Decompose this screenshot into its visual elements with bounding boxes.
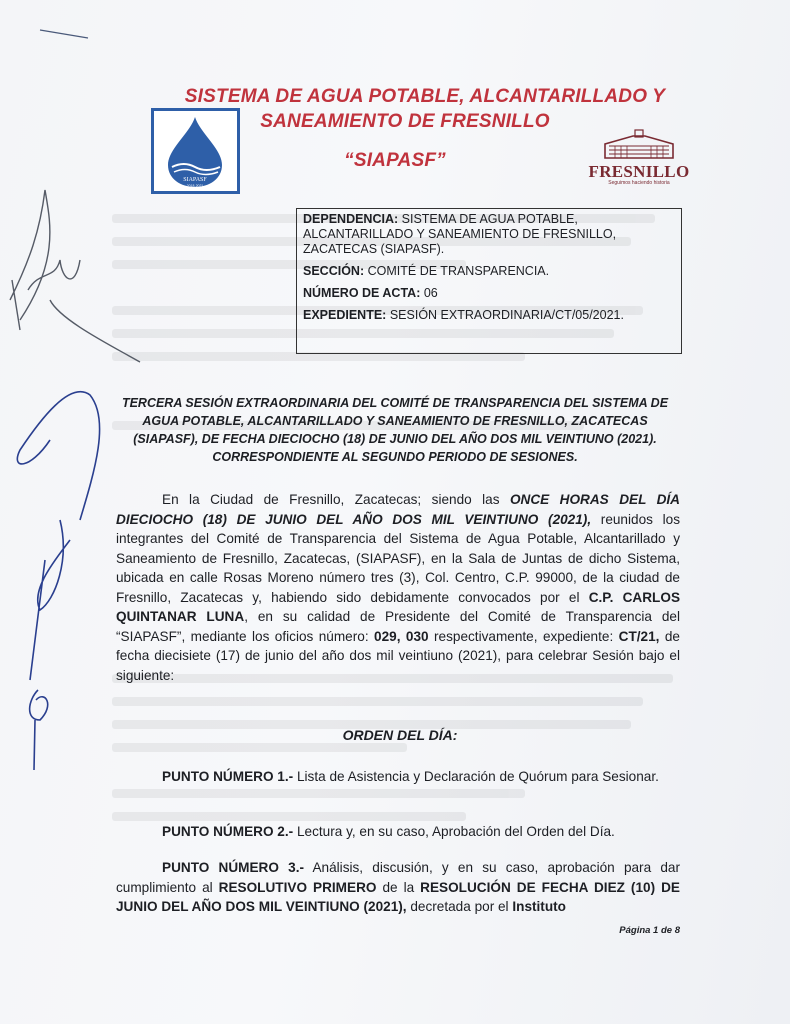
acta-row: [303, 286, 675, 301]
punto-1: [116, 767, 680, 787]
punto-2-text: Lectura y, en su caso, Aprobación del Orden del Día.: [293, 824, 615, 839]
expediente-row: [303, 308, 675, 323]
punto-3-label: PUNTO NÚMERO 3.-: [162, 860, 305, 875]
punto-3-text-2: de la: [376, 879, 421, 895]
fresnillo-logo-name: FRESNILLO: [588, 162, 690, 181]
expediente-value: SESIÓN EXTRAORDINARIA/CT/05/2021.: [389, 308, 624, 322]
seccion-label: SECCIÓN:: [303, 264, 365, 278]
punto-1-text: Lista de Asistencia y Declaración de Quórum para Sesionar.: [293, 769, 659, 784]
punto-1-label: PUNTO NÚMERO 1.-: [162, 769, 294, 784]
punto-3-bold-3: Instituto: [512, 899, 566, 914]
dependencia-label: DEPENDENCIA:: [303, 212, 399, 226]
expediente-label: EXPEDIENTE:: [303, 308, 387, 322]
punto-3-bold-2: RESOLUCIÓN DE FECHA DIEZ (10) DE JUNIO DEL AÑO DOS MIL VEINTIUNO (2021),: [116, 879, 680, 914]
punto-3-bold-1: RESOLUTIVO PRIMERO: [218, 879, 377, 895]
siapasf-logo-text: SIAPASF: [183, 177, 207, 183]
page-number: Página 1 de 8: [619, 925, 680, 936]
header-line-2: SANEAMIENTO DE FRESNILLO: [260, 111, 550, 132]
document-info-box: [296, 208, 682, 354]
dependencia-row: [303, 212, 675, 257]
punto-3-text-1: Análisis, discusión, y en su caso, aprobación para dar cumplimiento al: [116, 860, 680, 895]
pen-mark: [40, 30, 88, 38]
punto-2: [116, 822, 680, 842]
punto-3: [116, 858, 680, 917]
para1-bold-date: ONCE HORAS DEL DÍA DIECIOCHO (18) DE JUNIO DEL AÑO DOS MIL VEINTIUNO (2021),: [116, 492, 680, 527]
header-acronym: “SIAPASF”: [344, 150, 446, 171]
dependencia-value: SISTEMA DE AGUA POTABLE, ALCANTARILLADO Y SANEAMIENTO DE FRESNILLO, ZACATECAS (SIAPASF).: [303, 212, 617, 256]
fresnillo-logo: [585, 128, 693, 188]
siapasf-logo: [151, 108, 240, 194]
para1-text-5: de fecha diecisiete (17) de junio del año dos mil veintiuno (2021), para celebrar Sesión bajo el siguiente:: [116, 628, 680, 683]
opening-paragraph: [116, 490, 680, 685]
para1-bold-name: C.P. CARLOS QUINTANAR LUNA: [116, 589, 681, 624]
building-icon: [585, 128, 693, 162]
para1-bold-oficios: 029, 030: [374, 628, 429, 644]
para1-text-4: respectivamente, expediente:: [428, 628, 619, 644]
orden-del-dia-heading: ORDEN DEL DÍA:: [342, 727, 458, 743]
session-title: TERCERA SESIÓN EXTRAORDINARIA DEL COMITÉ DE TRANSPARENCIA DEL SISTEMA DE AGUA POTABLE, ALCANTARILLADO Y SANEAMIENTO DE FRESNILLO, ZACATECAS (SIAPASF), DE FECHA DIECIOCHO (18) DE JUNIO DEL AÑO DOS MIL VEINTIUNO (2021). CORRESPONDIENTE AL SEGUNDO PERIODO DE SESIONES.: [121, 396, 669, 464]
header-line-1: SISTEMA DE AGUA POTABLE, ALCANTARILLADO Y: [184, 86, 666, 107]
para1-bold-expediente: CT/21,: [618, 628, 660, 644]
signature-black: [10, 190, 140, 362]
seccion-value: COMITÉ DE TRANSPARENCIA.: [367, 264, 550, 278]
siapasf-logo-years: 2018-2021: [186, 184, 204, 188]
acta-value: 06: [423, 286, 438, 300]
water-drop-icon: [154, 111, 237, 191]
punto-3-text-3: decretada por el: [406, 899, 513, 914]
para1-text-1: En la Ciudad de Fresnillo, Zacatecas; siendo las: [162, 492, 510, 507]
para1-text-3: , en su calidad de Presidente del Comité de Transparencia del “SIAPASF”, mediante los oficios número:: [116, 609, 681, 644]
punto-2-label: PUNTO NÚMERO 2.-: [162, 824, 294, 839]
para1-text-2: reunidos los integrantes del Comité de Transparencia del Sistema de Agua Potable, Alcantarillado y Saneamiento de Fresnillo, Zacatecas, (SIAPASF), en la Sala de Juntas de dicho Sistema, ubicada en calle Rosas Moreno número tres (3), Col. Centro, C.P. 99000, de la ciudad de Fresnillo, Zacatecas y, habiendo sido debidamente convocados por el: [116, 511, 680, 605]
seccion-row: [303, 264, 675, 279]
signature-blue: [17, 392, 99, 770]
acta-label: NÚMERO DE ACTA:: [303, 286, 421, 300]
fresnillo-logo-tagline: Seguimos haciendo historia: [608, 180, 670, 186]
